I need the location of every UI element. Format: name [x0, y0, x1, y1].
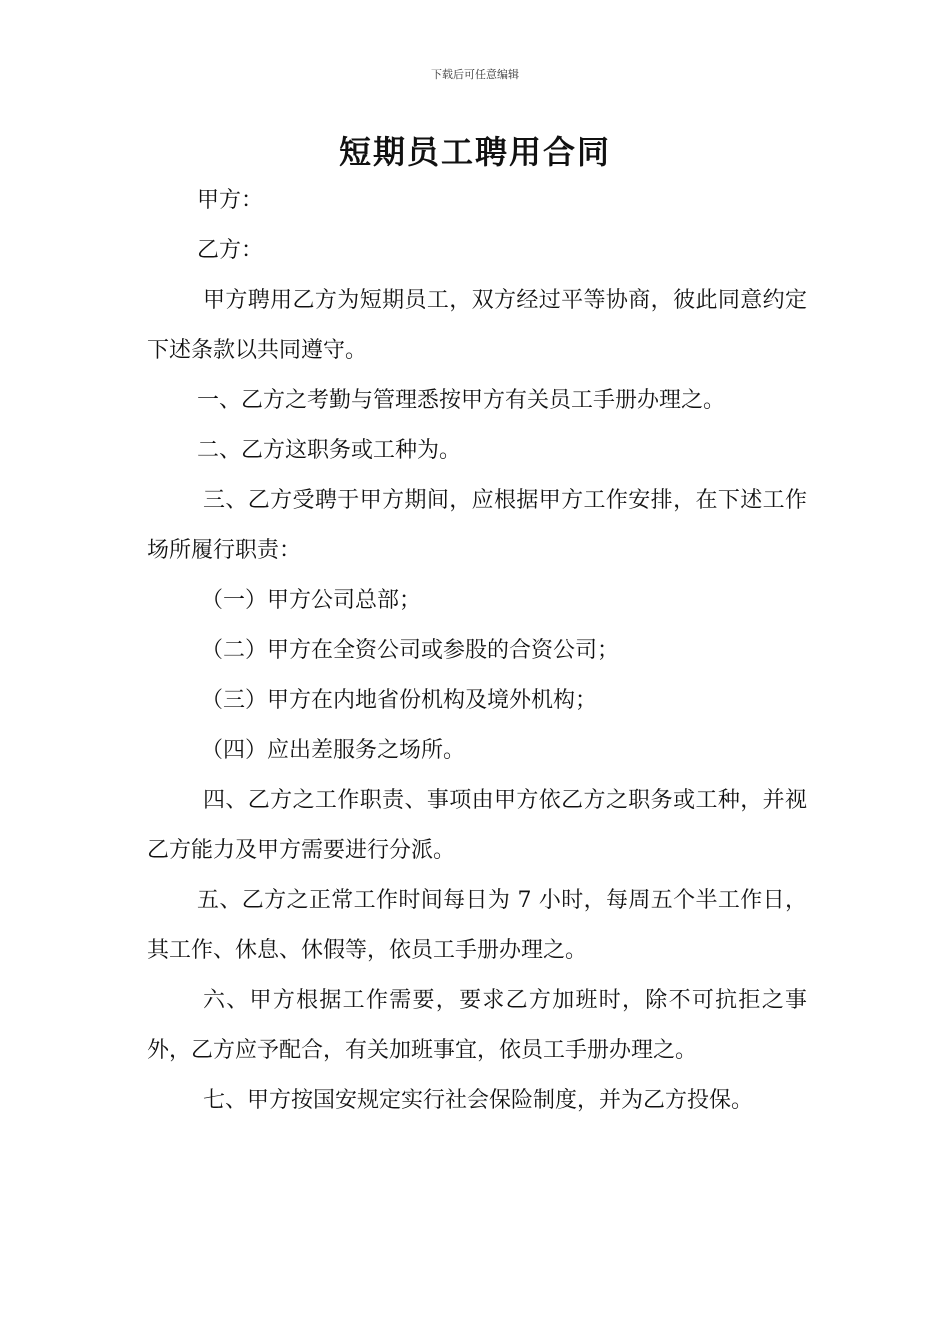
party-a-label: 甲方： — [197, 188, 264, 213]
place-item: （四）应出差服务之场所。 — [201, 738, 466, 763]
clause-3: 三、乙方受聘于甲方期间，应根据甲方工作安排，在下述工作场所履行职责： — [147, 488, 807, 563]
place-item: （二）甲方在全资公司或参股的合资公司； — [201, 638, 620, 663]
clause-2: 二、乙方这职务或工种为。 — [197, 438, 462, 463]
clause-7: 七、甲方按国安规定实行社会保险制度，并为乙方投保。 — [203, 1088, 754, 1113]
place-item: （一）甲方公司总部； — [201, 588, 422, 613]
clause-5: 五、乙方之正常工作时间每日为 7 小时，每周五个半工作日，其工作、休息、休假等，依员工手册办理之。 — [147, 888, 807, 963]
document-title: 短期员工聘用合同 — [338, 133, 611, 171]
party-b-label: 乙方： — [197, 238, 264, 263]
clause-1: 一、乙方之考勤与管理悉按甲方有关员工手册办理之。 — [197, 388, 726, 413]
place-item: （三）甲方在内地省份机构及境外机构； — [201, 688, 598, 713]
contract-body — [147, 176, 807, 1126]
clause-6: 六、甲方根据工作需要，要求乙方加班时，除不可抗拒之事外，乙方应予配合，有关加班事宜，依员工手册办理之。 — [147, 988, 807, 1063]
page-header-note: 下载后可任意编辑 — [431, 68, 519, 81]
intro-paragraph: 甲方聘用乙方为短期员工，双方经过平等协商，彼此同意约定下述条款以共同遵守。 — [147, 288, 807, 363]
clause-4: 四、乙方之工作职责、事项由甲方依乙方之职务或工种，并视乙方能力及甲方需要进行分派。 — [147, 788, 807, 863]
